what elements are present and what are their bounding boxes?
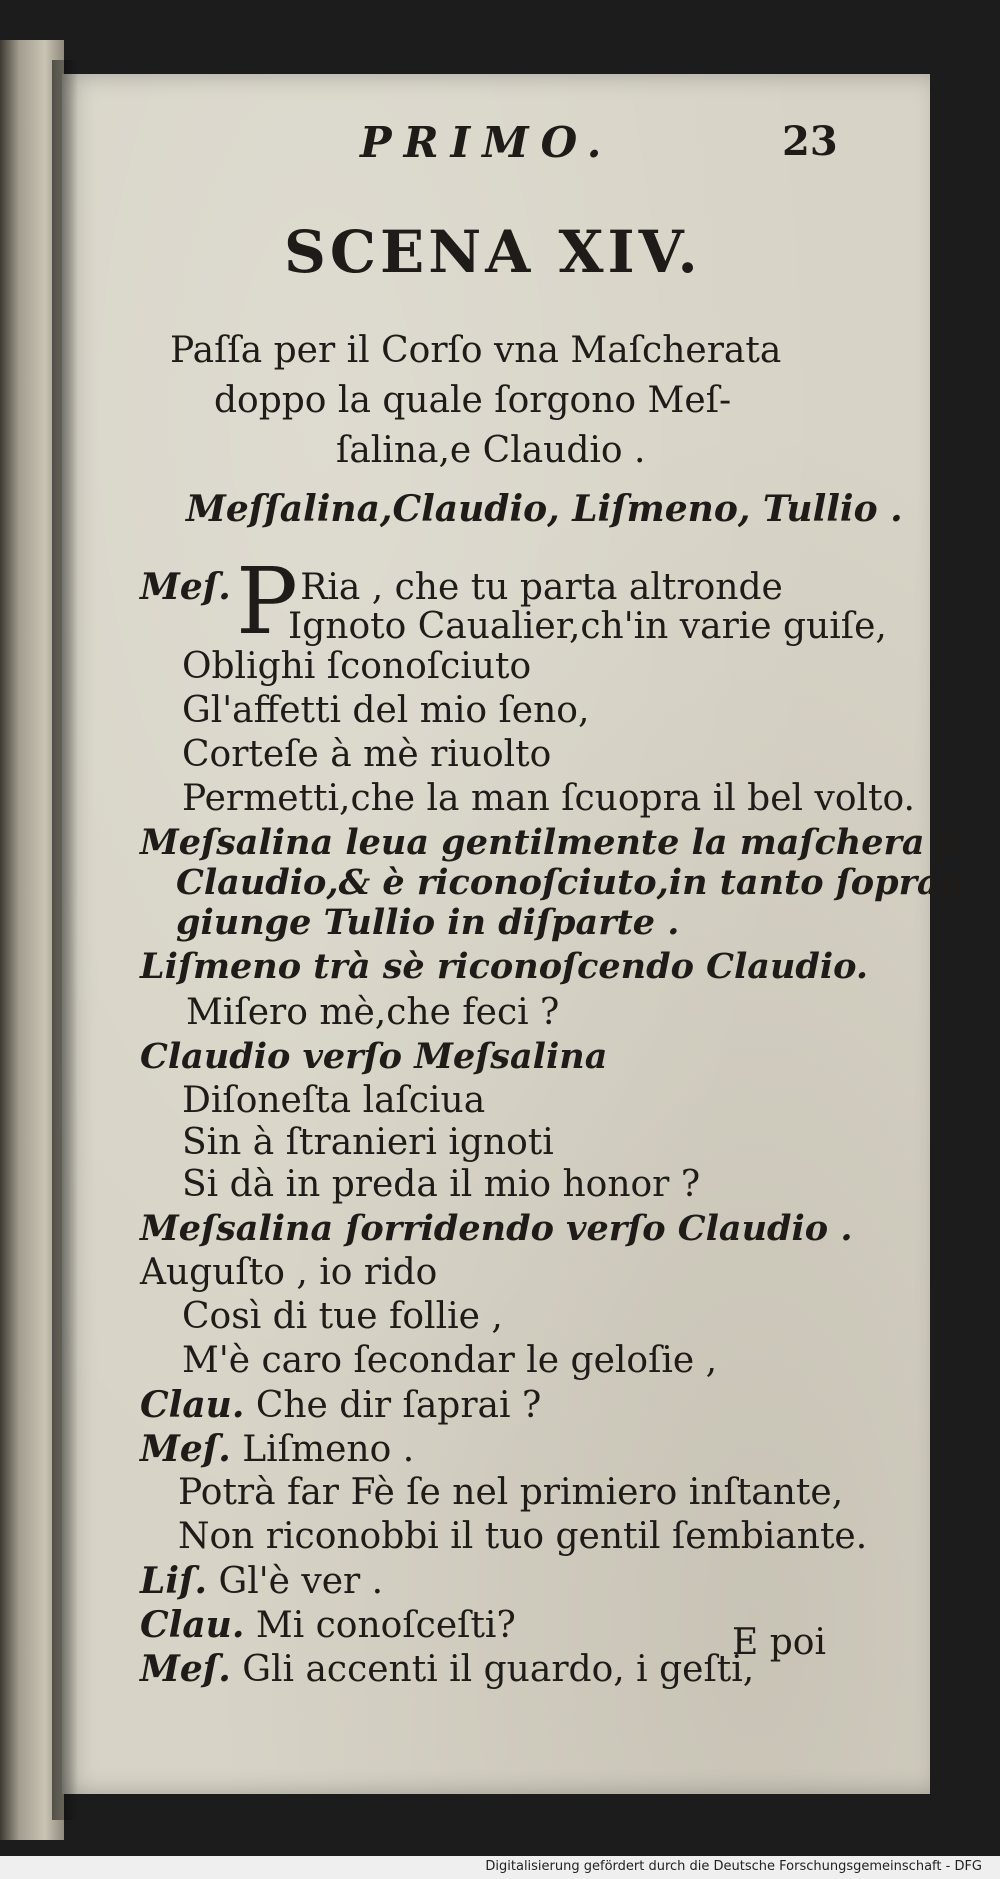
verse-text-line: Gl'affetti del mio ſeno, bbox=[182, 690, 590, 731]
verse-line bbox=[140, 566, 783, 608]
speaker-label: Meſ. bbox=[140, 1428, 231, 1470]
verse-text-line: Si dà in preda il mio honor ? bbox=[182, 1164, 701, 1205]
running-head-title: PRIMO. bbox=[360, 118, 614, 167]
verse-text-line: Gli accenti il guardo, i geſti, bbox=[242, 1649, 755, 1690]
verse-line bbox=[182, 778, 915, 819]
stage-direction: Liſmeno trà sè riconoſcendo Claudio. bbox=[140, 946, 869, 987]
speaker-label: Clau. bbox=[140, 1604, 245, 1646]
verse-text-line: Sin à ſtranieri ignoti bbox=[182, 1122, 554, 1163]
scene-title: SCENA XIV. bbox=[284, 218, 702, 286]
verse-text-line: Potrà far Fè ſe nel primiero inſtante, bbox=[178, 1472, 844, 1513]
verse-line bbox=[140, 1428, 414, 1470]
verse-text-line: Non riconobbi il tuo gentil ſembiante. bbox=[178, 1516, 868, 1557]
verse-line bbox=[186, 992, 559, 1033]
stage-direction-line: doppo la quale ſorgono Meſ- bbox=[214, 380, 732, 421]
verse-text-line: Così di tue follie , bbox=[182, 1296, 503, 1337]
running-head bbox=[0, 118, 1000, 178]
cast-list: Meſſalina,Claudio, Liſmeno, Tullio . bbox=[186, 488, 903, 530]
verse-line bbox=[140, 1648, 754, 1690]
stage-direction-line: Paſſa per il Corſo vna Maſcherata bbox=[170, 330, 782, 371]
verse-line bbox=[182, 690, 589, 731]
page-number: 23 bbox=[782, 118, 838, 165]
verse-line bbox=[178, 1472, 843, 1513]
verse-text-line: Miſero mè,che feci ? bbox=[186, 992, 560, 1033]
verse-line bbox=[182, 1340, 717, 1381]
verse-text-line: Che dir ſaprai ? bbox=[255, 1385, 542, 1426]
footer-bar bbox=[0, 1856, 1000, 1879]
verse-text-line: M'è caro ſecondar le geloſie , bbox=[182, 1340, 718, 1381]
verse-line bbox=[140, 1252, 437, 1293]
verse-text-line: Liſmeno . bbox=[242, 1429, 415, 1470]
verse-line bbox=[182, 1164, 700, 1205]
verse-text-line: Auguſto , io rido bbox=[140, 1252, 438, 1293]
verse-line bbox=[140, 1384, 541, 1426]
verse-text-line: Mi conoſceſti? bbox=[255, 1605, 516, 1646]
verse-text-line: Oblighi ſconoſciuto bbox=[182, 646, 532, 687]
verse-line bbox=[182, 646, 531, 687]
catchword: E poi bbox=[732, 1622, 826, 1663]
verse-text-line: Gl'è ver . bbox=[218, 1561, 384, 1602]
verse-text-line: Permetti,che la man ſcuopra il bel volto. bbox=[182, 778, 915, 819]
speaker-label: Meſ. bbox=[140, 1648, 231, 1690]
verse-line bbox=[288, 606, 887, 647]
stage-direction: Claudio,& è riconoſciuto,in tanto ſoprag bbox=[176, 862, 965, 903]
stage-direction-line: ſalina,e Claudio . bbox=[336, 430, 646, 471]
speaker-label: Liſ. bbox=[140, 1560, 208, 1602]
verse-text-line: Ria , che tu parta altronde bbox=[300, 567, 783, 608]
stage-direction: Claudio verſo Meſsalina bbox=[140, 1036, 608, 1077]
speaker-label: Meſ. bbox=[140, 566, 231, 608]
stage-direction: giunge Tullio in diſparte . bbox=[176, 902, 680, 943]
verse-line bbox=[140, 1560, 383, 1602]
funding-notice: Digitalisierung gefördert durch die Deutsche Forschungsgemeinschaft - DFG bbox=[485, 1859, 982, 1874]
verse-line bbox=[182, 734, 551, 775]
verse-line bbox=[178, 1516, 867, 1557]
speaker-label: Clau. bbox=[140, 1384, 245, 1426]
verse-line bbox=[182, 1296, 503, 1337]
stage-direction: Meſsalina ſorridendo verſo Claudio . bbox=[140, 1208, 853, 1249]
drop-cap: P bbox=[236, 548, 298, 655]
verse-text-line: Diſoneſta laſciua bbox=[182, 1080, 486, 1121]
stage-direction: Meſsalina leua gentilmente la maſchera à bbox=[140, 822, 960, 863]
verse-line bbox=[140, 1604, 516, 1646]
verse-text-line: Ignoto Caualier,ch'in varie guiſe, bbox=[288, 606, 887, 647]
verse-text-line: Corteſe à mè riuolto bbox=[182, 734, 552, 775]
verse-line bbox=[182, 1122, 554, 1163]
verse-line bbox=[182, 1080, 485, 1121]
gutter-shadow bbox=[52, 60, 78, 1820]
